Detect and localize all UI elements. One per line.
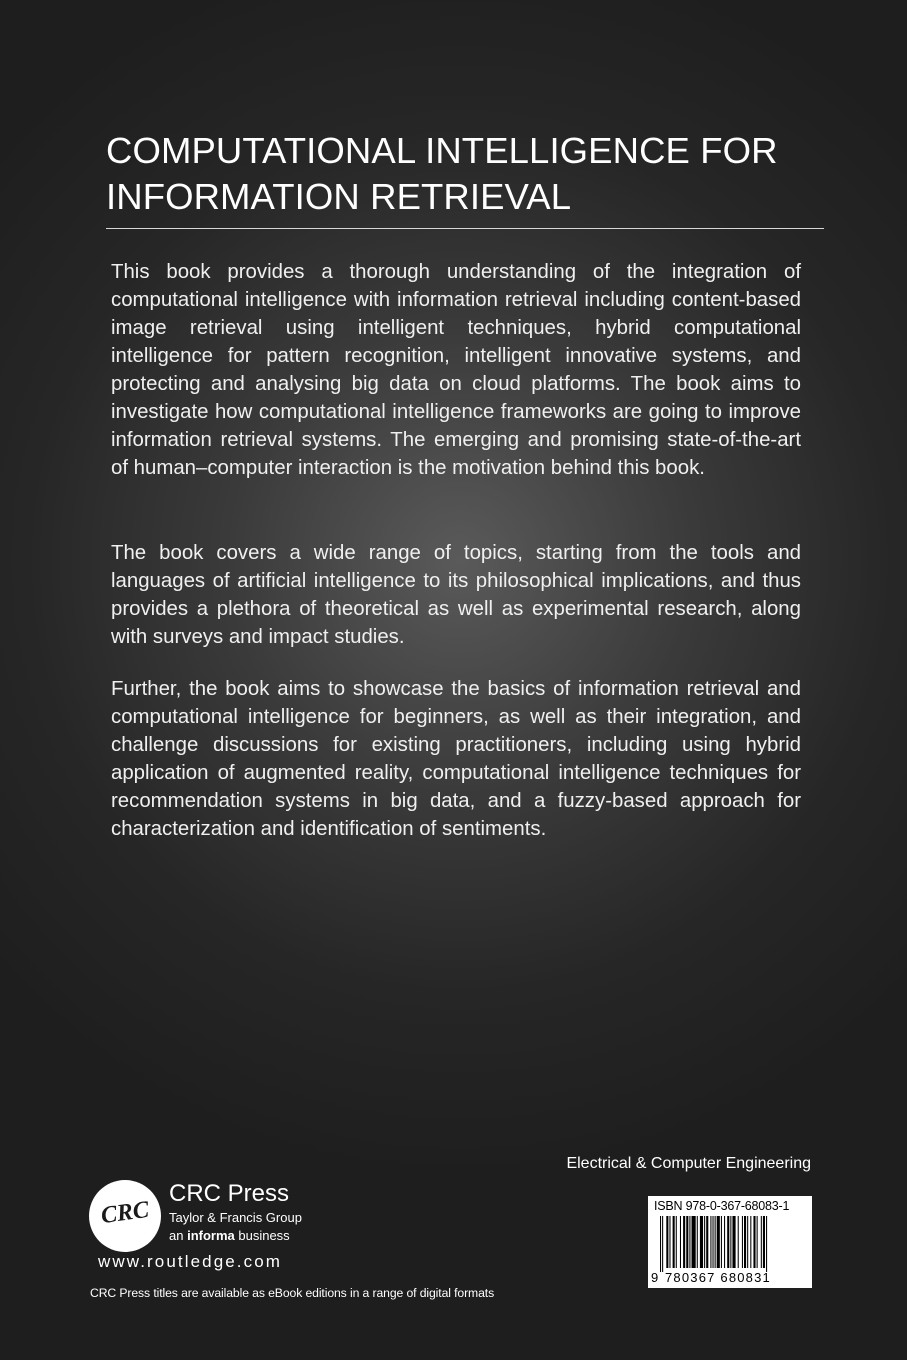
barcode-bar — [742, 1216, 743, 1268]
description-paragraph-1: This book provides a thorough understanding of the integration of computational intelligence with information retrieval including content-based image retrieval using intelligent techniques, hybrid computational intelligence for pattern recognition, intelligent innovative systems, and protecting and analysing big data on cloud platforms. The book aims to investigate how computational intelligence frameworks are going to improve information retrieval systems. The emerging and promising state-of-the-art of human–computer interaction is the motivation behind this book. — [111, 261, 801, 479]
barcode-bar — [676, 1216, 677, 1268]
barcode-bar — [717, 1216, 720, 1268]
barcode-bar — [744, 1216, 746, 1268]
barcode-bar — [763, 1216, 765, 1268]
publisher-name: CRC Press — [169, 1180, 290, 1207]
barcode-bar — [721, 1216, 722, 1268]
business-prefix: an — [169, 1228, 188, 1243]
barcode-bar — [727, 1216, 729, 1268]
barcode-bar — [666, 1216, 668, 1268]
publisher-group: Taylor & Francis Group — [169, 1210, 302, 1225]
subject-category: Electrical & Computer Engineering — [566, 1155, 811, 1172]
barcode-bar — [730, 1216, 731, 1268]
barcode-bar — [750, 1216, 751, 1268]
business-suffix: business — [234, 1228, 290, 1243]
barcode-bar — [673, 1216, 675, 1268]
barcode-bar — [724, 1216, 725, 1268]
barcode-digit-groups: 780367 680831 — [665, 1270, 771, 1285]
barcode-bar — [662, 1216, 663, 1272]
barcode-bar — [761, 1216, 762, 1268]
book-title: COMPUTATIONAL INTELLIGENCE FOR INFORMATION RETRIEVAL — [106, 130, 778, 217]
isbn-barcode — [648, 1196, 812, 1288]
barcode-bar — [686, 1216, 688, 1268]
barcode-bar — [700, 1216, 703, 1268]
crc-logo — [89, 1180, 161, 1252]
barcode-bar — [766, 1216, 767, 1272]
publisher-business-line — [169, 1227, 369, 1245]
barcode-bar — [753, 1216, 755, 1268]
crc-logo-text: CRC — [99, 1196, 151, 1230]
isbn-label: ISBN 978-0-367-68083-1 — [654, 1199, 790, 1213]
publisher-block — [169, 1180, 369, 1245]
barcode-bar — [683, 1216, 685, 1268]
barcode-bar — [689, 1216, 690, 1268]
barcode-bar — [680, 1216, 681, 1268]
barcode-bar — [697, 1216, 698, 1268]
barcode-bars — [660, 1216, 802, 1272]
barcode-bar — [660, 1216, 661, 1272]
publisher-website[interactable]: www.routledge.com — [98, 1252, 283, 1271]
description-paragraph-3: Further, the book aims to showcase the basics of information retrieval and computational intelligence for beginners, as well as their integration, and challenge discussions for existing practitioners, including using hybrid application of augmented reality, computational intelligence techniques for recommendation systems in big data, and a fuzzy-based approach for characterization and identification of sentiments. — [111, 678, 801, 840]
barcode-bar — [710, 1216, 711, 1268]
barcode-bar — [669, 1216, 670, 1268]
barcode-bar — [757, 1216, 758, 1268]
barcode-bar — [704, 1216, 705, 1268]
barcode-bar — [747, 1216, 748, 1268]
barcode-first-digit: 9 — [651, 1270, 659, 1285]
barcode-bar — [692, 1216, 696, 1268]
barcode-bar — [738, 1216, 739, 1268]
barcode-bar — [713, 1216, 714, 1268]
ebook-note: CRC Press titles are available as eBook editions in a range of digital formats — [90, 1286, 495, 1300]
business-brand: informa — [187, 1228, 235, 1243]
description-paragraph-2: The book covers a wide range of topics, starting from the tools and languages of artificial intelligence to its philosophical implications, and thus provides a plethora of theoretical as well as experimental research, along with surveys and impact studies. — [111, 542, 801, 648]
barcode-bar — [732, 1216, 735, 1268]
title-divider — [106, 228, 824, 229]
barcode-bar — [715, 1216, 716, 1268]
barcode-bar — [706, 1216, 708, 1268]
